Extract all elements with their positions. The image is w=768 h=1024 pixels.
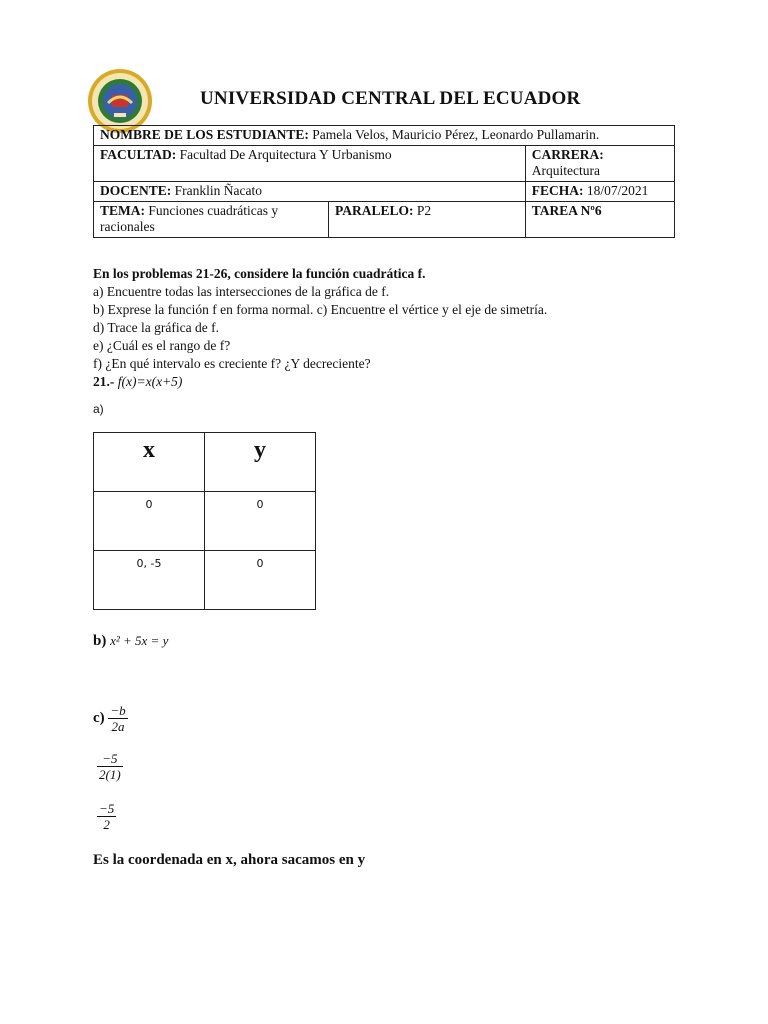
x-cell: 0 xyxy=(94,492,205,551)
faculty-label: FACULTAD: xyxy=(100,147,177,162)
fraction-denominator: 2 xyxy=(103,817,110,832)
instructions-block xyxy=(93,265,693,391)
page-title: UNIVERSIDAD CENTRAL DEL ECUADOR xyxy=(200,88,581,109)
career-value: Arquitectura xyxy=(531,163,601,178)
date-label: FECHA: xyxy=(531,183,584,198)
teacher-label: DOCENTE: xyxy=(100,183,172,198)
teacher-value: Franklin Ñacato xyxy=(174,183,262,198)
y-header: y xyxy=(205,433,316,492)
conclusion-text: Es la coordenada en x, ahora sacamos en y xyxy=(93,852,366,868)
vertex-formula-fraction xyxy=(108,703,127,734)
y-cell: 0 xyxy=(205,492,316,551)
faculty-value: Facultad De Arquitectura Y Urbanismo xyxy=(179,147,392,162)
fraction-denominator: 2a xyxy=(111,719,125,734)
instruction-e: e) ¿Cuál es el rango de f? xyxy=(93,338,231,353)
table-row xyxy=(94,492,316,551)
table-row xyxy=(94,551,316,610)
career-label: CARRERA: xyxy=(531,147,604,162)
teacher-cell xyxy=(94,182,526,202)
instruction-f: f) ¿En qué intervalo es creciente f? ¿Y decreciente? xyxy=(93,356,371,371)
part-a-label: a) xyxy=(93,402,104,416)
xy-values-table xyxy=(93,432,316,610)
x-cell: 0, -5 xyxy=(94,551,205,610)
date-value: 18/07/2021 xyxy=(586,183,649,198)
instruction-a: a) Encuentre todas las intersecciones de la gráfica de f. xyxy=(93,284,390,299)
instruction-d: d) Trace la gráfica de f. xyxy=(93,320,219,335)
parallel-cell xyxy=(329,202,526,238)
parallel-value: P2 xyxy=(416,203,432,218)
y-cell: 0 xyxy=(205,551,316,610)
result-fraction xyxy=(97,801,116,832)
fraction-numerator: −5 xyxy=(99,801,115,816)
substituted-fraction xyxy=(97,751,123,782)
parallel-label: PARALELO: xyxy=(335,203,414,218)
date-cell xyxy=(525,182,674,202)
students-cell xyxy=(94,126,675,146)
problem-function: f(x)=x(x+5) xyxy=(117,374,183,389)
topic-label: TEMA: xyxy=(100,203,145,218)
student-info-table xyxy=(93,125,675,238)
students-value: Pamela Velos, Mauricio Pérez, Leonardo Pullamarin. xyxy=(312,127,600,142)
part-b-equation: x² + 5x = y xyxy=(110,633,169,648)
faculty-cell xyxy=(94,146,526,182)
part-c xyxy=(93,703,128,734)
topic-cell xyxy=(94,202,329,238)
topic-value: Funciones cuadráticas y racionales xyxy=(100,203,279,234)
fraction-numerator: −5 xyxy=(97,751,123,767)
students-label: NOMBRE DE LOS ESTUDIANTE: xyxy=(100,127,309,142)
part-b xyxy=(93,633,168,650)
fraction-denominator: 2(1) xyxy=(99,767,121,782)
fraction-numerator: −b xyxy=(110,703,126,718)
task-label: TAREA Nº6 xyxy=(531,203,602,218)
part-b-label: b) xyxy=(93,633,107,649)
problem-statement xyxy=(93,373,693,391)
instructions-heading: En los problemas 21-26, considere la función cuadrática f. xyxy=(93,266,426,281)
career-cell xyxy=(525,146,674,182)
x-header: x xyxy=(94,433,205,492)
problem-number: 21.- xyxy=(93,374,115,389)
instruction-bc: b) Exprese la función f en forma normal. c) Encuentre el vértice y el eje de simetría. xyxy=(93,302,548,317)
part-c-label: c) xyxy=(93,710,105,726)
task-cell xyxy=(525,202,674,238)
